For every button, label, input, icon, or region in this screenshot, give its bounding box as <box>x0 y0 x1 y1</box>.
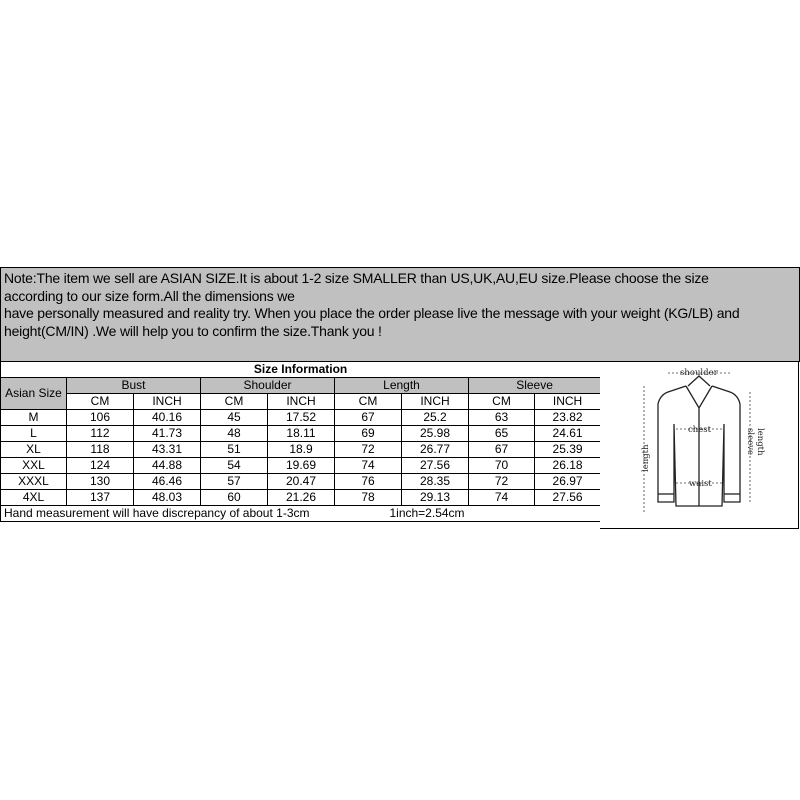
footer-cell <box>1 506 601 522</box>
value-cell: 72 <box>335 442 402 458</box>
shirt-measurement-illustration <box>600 362 798 528</box>
table-row <box>1 458 601 474</box>
value-cell: 67 <box>469 442 535 458</box>
garment-diagram <box>600 361 799 529</box>
note-text <box>4 270 799 340</box>
table-row <box>1 426 601 442</box>
unit-header: CM <box>67 394 134 410</box>
value-cell: 26.77 <box>402 442 469 458</box>
size-cell: XXL <box>1 458 67 474</box>
note-line: according to our size form.All the dimensions we <box>4 287 295 304</box>
value-cell: 63 <box>469 410 535 426</box>
value-cell: 25.39 <box>535 442 601 458</box>
value-cell: 69 <box>335 426 402 442</box>
value-cell: 21.26 <box>268 490 335 506</box>
bust-header: Bust <box>67 378 201 394</box>
value-cell: 41.73 <box>134 426 201 442</box>
note-line: height(CM/IN) .We will help you to confirm the size.Thank you ! <box>4 322 382 339</box>
value-cell: 74 <box>335 458 402 474</box>
value-cell: 112 <box>67 426 134 442</box>
value-cell: 44.88 <box>134 458 201 474</box>
sleeve-length-label: length <box>755 428 765 456</box>
value-cell: 76 <box>335 474 402 490</box>
value-cell: 72 <box>469 474 535 490</box>
value-cell: 26.97 <box>535 474 601 490</box>
value-cell: 67 <box>335 410 402 426</box>
value-cell: 27.56 <box>535 490 601 506</box>
table-title: Size Information <box>1 362 601 378</box>
value-cell: 124 <box>67 458 134 474</box>
value-cell: 51 <box>201 442 268 458</box>
table-row <box>1 474 601 490</box>
shoulder-label: shoulder <box>680 368 718 378</box>
shoulder-header: Shoulder <box>201 378 335 394</box>
note-line: Note:The item we sell are ASIAN SIZE.It is about 1-2 size SMALLER than US,UK,AU,EU size.Please choose the size <box>4 270 709 286</box>
measurement-note: Hand measurement will have discrepancy of about 1-3cm <box>4 506 310 520</box>
value-cell: 48.03 <box>134 490 201 506</box>
footer-row <box>1 506 601 522</box>
size-cell: 4XL <box>1 490 67 506</box>
value-cell: 29.13 <box>402 490 469 506</box>
value-cell: 18.11 <box>268 426 335 442</box>
value-cell: 48 <box>201 426 268 442</box>
size-cell: M <box>1 410 67 426</box>
unit-header: INCH <box>268 394 335 410</box>
value-cell: 19.69 <box>268 458 335 474</box>
value-cell: 27.56 <box>402 458 469 474</box>
size-cell: L <box>1 426 67 442</box>
value-cell: 60 <box>201 490 268 506</box>
value-cell: 54 <box>201 458 268 474</box>
value-cell: 78 <box>335 490 402 506</box>
table-row <box>1 442 601 458</box>
unit-header: INCH <box>535 394 601 410</box>
table-title-row <box>1 362 601 378</box>
value-cell: 20.47 <box>268 474 335 490</box>
size-cell: XXXL <box>1 474 67 490</box>
value-cell: 24.61 <box>535 426 601 442</box>
unit-header: INCH <box>402 394 469 410</box>
length-header: Length <box>335 378 469 394</box>
value-cell: 25.2 <box>402 410 469 426</box>
value-cell: 28.35 <box>402 474 469 490</box>
value-cell: 106 <box>67 410 134 426</box>
value-cell: 17.52 <box>268 410 335 426</box>
value-cell: 43.31 <box>134 442 201 458</box>
value-cell: 70 <box>469 458 535 474</box>
inch-conversion: 1inch=2.54cm <box>389 506 465 520</box>
unit-header: INCH <box>134 394 201 410</box>
value-cell: 46.46 <box>134 474 201 490</box>
value-cell: 57 <box>201 474 268 490</box>
unit-header: CM <box>201 394 268 410</box>
chest-label: chest <box>688 425 712 435</box>
unit-header: CM <box>469 394 535 410</box>
table-row <box>1 410 601 426</box>
sleeve-header: Sleeve <box>469 378 601 394</box>
value-cell: 25.98 <box>402 426 469 442</box>
value-cell: 118 <box>67 442 134 458</box>
asian-size-header: Asian Size <box>1 378 67 410</box>
table-row <box>1 490 601 506</box>
value-cell: 65 <box>469 426 535 442</box>
value-cell: 23.82 <box>535 410 601 426</box>
size-cell: XL <box>1 442 67 458</box>
value-cell: 74 <box>469 490 535 506</box>
value-cell: 137 <box>67 490 134 506</box>
value-cell: 130 <box>67 474 134 490</box>
group-header-row <box>1 378 601 394</box>
waist-label: waist <box>689 479 712 489</box>
unit-header-row <box>1 394 601 410</box>
size-section <box>0 361 800 529</box>
unit-header: CM <box>335 394 402 410</box>
note-box <box>0 267 800 362</box>
sleeve-label: sleeve <box>745 428 755 455</box>
value-cell: 18.9 <box>268 442 335 458</box>
value-cell: 45 <box>201 410 268 426</box>
length-label: length <box>641 444 651 472</box>
size-chart <box>0 267 800 530</box>
value-cell: 26.18 <box>535 458 601 474</box>
size-table <box>0 361 601 522</box>
note-line: have personally measured and reality try. When you place the order please live the message with your weight (KG/LB) and <box>4 305 740 321</box>
value-cell: 40.16 <box>134 410 201 426</box>
